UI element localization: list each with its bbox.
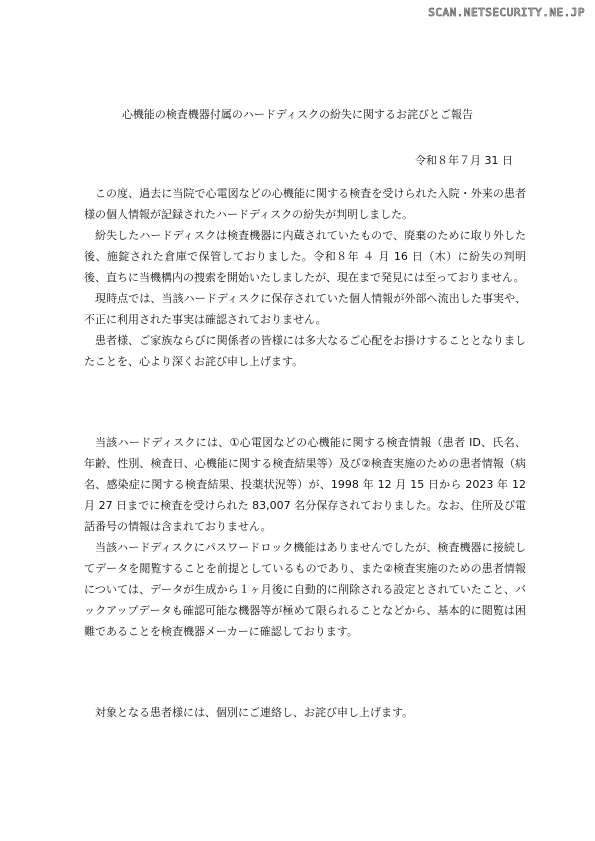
section-incident-summary — [84, 183, 526, 372]
paragraph: 現時点では、当該ハードディスクに保存されていた個人情報が外部へ流出した事実や、不正に利用された事実は確認されておりません。 — [84, 292, 526, 326]
paragraph: 紛失したハードディスクは検査機器に内蔵されていたもので、廃棄のために取り外した後、施錠された倉庫で保管しておりました。令和８年 ４ 月 16 日（木）に紛失の判明後、直ちに当機構内の捜索を開始いたしましたが、現在まで発見には至っておりません。 — [84, 229, 526, 284]
section-data-details — [84, 432, 526, 642]
section-response — [84, 702, 526, 723]
document-title: 心機能の検査機器付属のハードディスクの紛失に関するお詫びとご報告 — [121, 108, 474, 121]
paragraph: 当該ハードディスクには、①心電図などの心機能に関する検査情報（患者 ID、氏名、年齢、性別、検査日、心機能に関する検査結果等）及び②検査実施のための患者情報（病名、感染症に関する検査結果、投薬状況等）が、1998 年 12 月 15 日から 2023 年 12 月 27 日までに検査を受けられた 83,007 名分保存されておりました。なお、住所及び電話番号の情報は含まれておりません。 — [84, 436, 526, 533]
paragraph: 当該ハードディスクにパスワードロック機能はありませんでしたが、検査機器に接続してデータを閲覧することを前提としているものであり、また②検査実施のための患者情報については、データが生成から１ヶ月後に自動的に削除される設定とされていたこと、バックアップデータも確認可能な機器等が極めて限られることなどから、基本的に閲覧は困難であることを検査機器メーカーに確認しております。 — [84, 541, 526, 638]
site-watermark: SCAN.NETSECURITY.NE.JP — [428, 6, 585, 19]
paragraph: 対象となる患者様には、個別にご連絡し、お詫び申し上げます。 — [95, 706, 414, 719]
document-date: 令和８年７月 31 日 — [415, 154, 513, 167]
paragraph: この度、過去に当院で心電図などの心機能に関する検査を受けられた入院・外来の患者様の個人情報が記録されたハードディスクの紛失が判明しました。 — [84, 187, 526, 221]
paragraph: 患者様、ご家族ならびに関係者の皆様には多大なるご心配をお掛けすることとなりましたことを、心より深くお詫び申し上げます。 — [84, 334, 526, 368]
